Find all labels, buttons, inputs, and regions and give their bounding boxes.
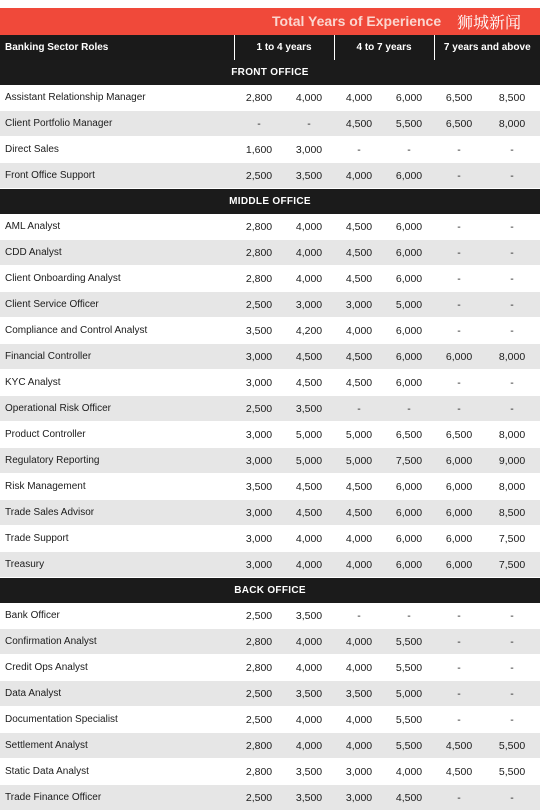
salary-cell: - bbox=[334, 137, 384, 163]
salary-cell: 6,000 bbox=[384, 526, 434, 552]
salary-table bbox=[0, 35, 540, 811]
table-row bbox=[0, 707, 540, 733]
salary-cell: 8,000 bbox=[484, 111, 540, 137]
salary-cell: 6,000 bbox=[434, 500, 484, 526]
table-row bbox=[0, 552, 540, 578]
salary-cell: 5,500 bbox=[484, 759, 540, 785]
table-row bbox=[0, 422, 540, 448]
role-name-cell: CDD Analyst bbox=[0, 240, 234, 266]
salary-cell: - bbox=[334, 603, 384, 629]
salary-cell: 4,000 bbox=[334, 552, 384, 578]
salary-cell: 6,000 bbox=[384, 163, 434, 189]
salary-cell: - bbox=[484, 214, 540, 240]
salary-cell: - bbox=[484, 318, 540, 344]
salary-cell: 6,000 bbox=[384, 240, 434, 266]
salary-cell: 4,000 bbox=[284, 266, 334, 292]
salary-cell: - bbox=[384, 396, 434, 422]
salary-cell: - bbox=[384, 603, 434, 629]
salary-cell: 3,000 bbox=[234, 448, 284, 474]
salary-cell: - bbox=[434, 681, 484, 707]
salary-cell: 3,500 bbox=[284, 681, 334, 707]
salary-cell: - bbox=[484, 603, 540, 629]
salary-cell: 4,000 bbox=[284, 629, 334, 655]
table-row bbox=[0, 759, 540, 785]
salary-cell: 6,000 bbox=[434, 526, 484, 552]
salary-cell: 6,500 bbox=[434, 85, 484, 111]
salary-cell: 2,500 bbox=[234, 707, 284, 733]
salary-cell: 3,000 bbox=[234, 344, 284, 370]
salary-cell: 4,000 bbox=[334, 629, 384, 655]
table-row bbox=[0, 370, 540, 396]
salary-cell: 6,000 bbox=[384, 318, 434, 344]
salary-cell: 2,500 bbox=[234, 603, 284, 629]
salary-cell: 3,000 bbox=[284, 137, 334, 163]
salary-cell: 2,800 bbox=[234, 85, 284, 111]
salary-cell: 4,500 bbox=[434, 733, 484, 759]
salary-cell: - bbox=[434, 318, 484, 344]
salary-cell: - bbox=[434, 240, 484, 266]
header-7-years-above: 7 years and above bbox=[434, 35, 540, 60]
table-body bbox=[0, 60, 540, 811]
salary-cell: - bbox=[484, 785, 540, 811]
section-title: BACK OFFICE bbox=[0, 578, 540, 604]
role-name-cell: Product Controller bbox=[0, 422, 234, 448]
salary-cell: - bbox=[434, 707, 484, 733]
salary-cell: 4,000 bbox=[334, 526, 384, 552]
salary-cell: - bbox=[434, 292, 484, 318]
salary-cell: 3,500 bbox=[284, 603, 334, 629]
salary-cell: 5,000 bbox=[284, 422, 334, 448]
role-name-cell: Treasury bbox=[0, 552, 234, 578]
salary-cell: 3,500 bbox=[234, 318, 284, 344]
role-name-cell: Compliance and Control Analyst bbox=[0, 318, 234, 344]
table-row bbox=[0, 111, 540, 137]
salary-cell: 4,500 bbox=[384, 785, 434, 811]
role-name-cell: Risk Management bbox=[0, 474, 234, 500]
table-row bbox=[0, 448, 540, 474]
salary-cell: - bbox=[234, 111, 284, 137]
salary-cell: 2,500 bbox=[234, 396, 284, 422]
salary-cell: - bbox=[484, 266, 540, 292]
table-row bbox=[0, 344, 540, 370]
salary-cell: 3,500 bbox=[234, 474, 284, 500]
salary-cell: - bbox=[384, 137, 434, 163]
salary-cell: 5,000 bbox=[284, 448, 334, 474]
table-row bbox=[0, 655, 540, 681]
salary-cell: 2,500 bbox=[234, 785, 284, 811]
salary-cell: 4,500 bbox=[334, 214, 384, 240]
salary-cell: 4,500 bbox=[334, 500, 384, 526]
salary-cell: 4,000 bbox=[334, 733, 384, 759]
salary-cell: 5,500 bbox=[384, 111, 434, 137]
section-title: FRONT OFFICE bbox=[0, 60, 540, 85]
salary-cell: 5,500 bbox=[384, 707, 434, 733]
salary-cell: 3,000 bbox=[234, 422, 284, 448]
salary-cell: 3,000 bbox=[334, 759, 384, 785]
salary-cell: - bbox=[434, 214, 484, 240]
salary-cell: - bbox=[434, 137, 484, 163]
salary-cell: 4,000 bbox=[384, 759, 434, 785]
salary-cell: - bbox=[484, 137, 540, 163]
salary-cell: 2,500 bbox=[234, 163, 284, 189]
salary-cell: 6,000 bbox=[384, 266, 434, 292]
table-row bbox=[0, 85, 540, 111]
salary-cell: - bbox=[434, 785, 484, 811]
role-name-cell: Assistant Relationship Manager bbox=[0, 85, 234, 111]
salary-cell: 3,000 bbox=[334, 292, 384, 318]
table-row bbox=[0, 396, 540, 422]
salary-cell: 8,500 bbox=[484, 500, 540, 526]
salary-cell: 8,500 bbox=[484, 85, 540, 111]
role-name-cell: KYC Analyst bbox=[0, 370, 234, 396]
role-name-cell: Trade Sales Advisor bbox=[0, 500, 234, 526]
salary-cell: 3,500 bbox=[284, 163, 334, 189]
salary-cell: 2,500 bbox=[234, 681, 284, 707]
role-name-cell: Front Office Support bbox=[0, 163, 234, 189]
salary-cell: 5,500 bbox=[384, 733, 434, 759]
header-1-to-4-years: 1 to 4 years bbox=[234, 35, 334, 60]
table-row bbox=[0, 240, 540, 266]
salary-cell: 2,800 bbox=[234, 240, 284, 266]
salary-cell: - bbox=[434, 629, 484, 655]
salary-cell: 4,000 bbox=[334, 318, 384, 344]
salary-cell: 4,500 bbox=[284, 344, 334, 370]
salary-cell: 4,500 bbox=[334, 344, 384, 370]
salary-cell: 4,000 bbox=[284, 552, 334, 578]
role-name-cell: Credit Ops Analyst bbox=[0, 655, 234, 681]
salary-cell: 3,000 bbox=[234, 370, 284, 396]
salary-cell: 3,000 bbox=[234, 500, 284, 526]
salary-cell: - bbox=[484, 655, 540, 681]
salary-cell: 4,500 bbox=[334, 370, 384, 396]
salary-cell: 7,500 bbox=[384, 448, 434, 474]
salary-cell: 4,000 bbox=[334, 707, 384, 733]
salary-cell: 5,000 bbox=[384, 292, 434, 318]
salary-cell: 4,000 bbox=[284, 733, 334, 759]
salary-cell: - bbox=[434, 396, 484, 422]
salary-cell: 4,000 bbox=[284, 707, 334, 733]
salary-cell: 2,800 bbox=[234, 629, 284, 655]
salary-cell: - bbox=[434, 603, 484, 629]
table-row bbox=[0, 266, 540, 292]
salary-cell: 6,000 bbox=[384, 344, 434, 370]
salary-cell: 9,000 bbox=[484, 448, 540, 474]
table-row bbox=[0, 214, 540, 240]
table-row bbox=[0, 785, 540, 811]
salary-cell: - bbox=[484, 163, 540, 189]
salary-cell: 8,000 bbox=[484, 474, 540, 500]
salary-cell: 4,500 bbox=[284, 474, 334, 500]
salary-cell: 6,000 bbox=[434, 344, 484, 370]
role-name-cell: Trade Support bbox=[0, 526, 234, 552]
salary-cell: - bbox=[434, 370, 484, 396]
salary-cell: 3,000 bbox=[334, 785, 384, 811]
salary-cell: 6,000 bbox=[434, 448, 484, 474]
salary-cell: - bbox=[484, 396, 540, 422]
salary-cell: 4,500 bbox=[284, 500, 334, 526]
salary-cell: - bbox=[334, 396, 384, 422]
salary-cell: 6,500 bbox=[384, 422, 434, 448]
salary-cell: 4,000 bbox=[334, 85, 384, 111]
salary-cell: - bbox=[484, 629, 540, 655]
salary-cell: 6,500 bbox=[434, 422, 484, 448]
role-name-cell: Client Service Officer bbox=[0, 292, 234, 318]
salary-cell: 6,000 bbox=[384, 552, 434, 578]
table-row bbox=[0, 163, 540, 189]
salary-cell: - bbox=[284, 111, 334, 137]
section-header-row bbox=[0, 189, 540, 215]
salary-cell: 3,500 bbox=[284, 759, 334, 785]
table-row bbox=[0, 474, 540, 500]
role-name-cell: Data Analyst bbox=[0, 681, 234, 707]
salary-cell: 2,800 bbox=[234, 214, 284, 240]
table-header-row bbox=[0, 35, 540, 60]
role-name-cell: Financial Controller bbox=[0, 344, 234, 370]
section-title: MIDDLE OFFICE bbox=[0, 189, 540, 215]
role-name-cell: Regulatory Reporting bbox=[0, 448, 234, 474]
section-header-row bbox=[0, 578, 540, 604]
role-name-cell: Operational Risk Officer bbox=[0, 396, 234, 422]
salary-cell: 5,000 bbox=[334, 448, 384, 474]
salary-cell: 2,500 bbox=[234, 292, 284, 318]
salary-cell: - bbox=[484, 370, 540, 396]
table-row bbox=[0, 292, 540, 318]
salary-cell: 3,500 bbox=[284, 785, 334, 811]
salary-cell: 4,000 bbox=[334, 163, 384, 189]
role-name-cell: Client Onboarding Analyst bbox=[0, 266, 234, 292]
role-name-cell: Confirmation Analyst bbox=[0, 629, 234, 655]
salary-cell: 7,500 bbox=[484, 526, 540, 552]
salary-cell: 4,500 bbox=[334, 111, 384, 137]
salary-cell: 3,500 bbox=[334, 681, 384, 707]
role-name-cell: Static Data Analyst bbox=[0, 759, 234, 785]
title-banner bbox=[0, 8, 540, 35]
salary-cell: - bbox=[434, 163, 484, 189]
salary-cell: 3,000 bbox=[284, 292, 334, 318]
salary-cell: - bbox=[484, 292, 540, 318]
salary-cell: 5,500 bbox=[384, 655, 434, 681]
table-row bbox=[0, 733, 540, 759]
salary-cell: 8,000 bbox=[484, 344, 540, 370]
role-name-cell: Trade Finance Officer bbox=[0, 785, 234, 811]
salary-cell: 3,000 bbox=[234, 526, 284, 552]
salary-cell: 4,000 bbox=[334, 655, 384, 681]
salary-cell: 6,000 bbox=[384, 500, 434, 526]
table-row bbox=[0, 603, 540, 629]
role-name-cell: Documentation Specialist bbox=[0, 707, 234, 733]
salary-cell: 6,000 bbox=[434, 474, 484, 500]
salary-cell: 4,500 bbox=[334, 240, 384, 266]
salary-cell: 2,800 bbox=[234, 655, 284, 681]
salary-cell: 4,000 bbox=[284, 85, 334, 111]
salary-cell: 6,000 bbox=[384, 370, 434, 396]
salary-cell: 6,000 bbox=[434, 552, 484, 578]
table-row bbox=[0, 629, 540, 655]
salary-cell: 2,800 bbox=[234, 733, 284, 759]
salary-cell: 6,000 bbox=[384, 474, 434, 500]
salary-cell: 4,000 bbox=[284, 240, 334, 266]
table-row bbox=[0, 137, 540, 163]
salary-cell: 6,000 bbox=[384, 214, 434, 240]
section-header-row bbox=[0, 60, 540, 85]
role-name-cell: AML Analyst bbox=[0, 214, 234, 240]
salary-cell: 4,200 bbox=[284, 318, 334, 344]
salary-cell: 3,000 bbox=[234, 552, 284, 578]
salary-cell: 2,800 bbox=[234, 266, 284, 292]
salary-cell: - bbox=[484, 681, 540, 707]
role-name-cell: Direct Sales bbox=[0, 137, 234, 163]
table-row bbox=[0, 681, 540, 707]
salary-cell: 5,000 bbox=[334, 422, 384, 448]
salary-cell: 4,500 bbox=[284, 370, 334, 396]
salary-cell: 5,500 bbox=[484, 733, 540, 759]
salary-cell: 5,500 bbox=[384, 629, 434, 655]
salary-cell: 4,500 bbox=[434, 759, 484, 785]
role-name-cell: Bank Officer bbox=[0, 603, 234, 629]
watermark-text: 狮城新闻 bbox=[457, 13, 522, 32]
salary-cell: 4,500 bbox=[334, 266, 384, 292]
role-name-cell: Settlement Analyst bbox=[0, 733, 234, 759]
salary-cell: 4,000 bbox=[284, 214, 334, 240]
salary-cell: - bbox=[484, 707, 540, 733]
salary-cell: 3,500 bbox=[284, 396, 334, 422]
salary-cell: 4,500 bbox=[334, 474, 384, 500]
salary-cell: 6,000 bbox=[384, 85, 434, 111]
role-name-cell: Client Portfolio Manager bbox=[0, 111, 234, 137]
salary-cell: - bbox=[484, 240, 540, 266]
salary-cell: 2,800 bbox=[234, 759, 284, 785]
salary-cell: - bbox=[434, 266, 484, 292]
salary-cell: 8,000 bbox=[484, 422, 540, 448]
page-title: Total Years of Experience bbox=[272, 13, 442, 29]
salary-cell: 7,500 bbox=[484, 552, 540, 578]
header-4-to-7-years: 4 to 7 years bbox=[334, 35, 434, 60]
header-roles: Banking Sector Roles bbox=[0, 35, 234, 60]
table-row bbox=[0, 526, 540, 552]
salary-cell: 6,500 bbox=[434, 111, 484, 137]
salary-cell: 4,000 bbox=[284, 655, 334, 681]
salary-cell: 4,000 bbox=[284, 526, 334, 552]
table-row bbox=[0, 500, 540, 526]
table-row bbox=[0, 318, 540, 344]
salary-cell: 5,000 bbox=[384, 681, 434, 707]
salary-cell: - bbox=[434, 655, 484, 681]
salary-cell: 1,600 bbox=[234, 137, 284, 163]
